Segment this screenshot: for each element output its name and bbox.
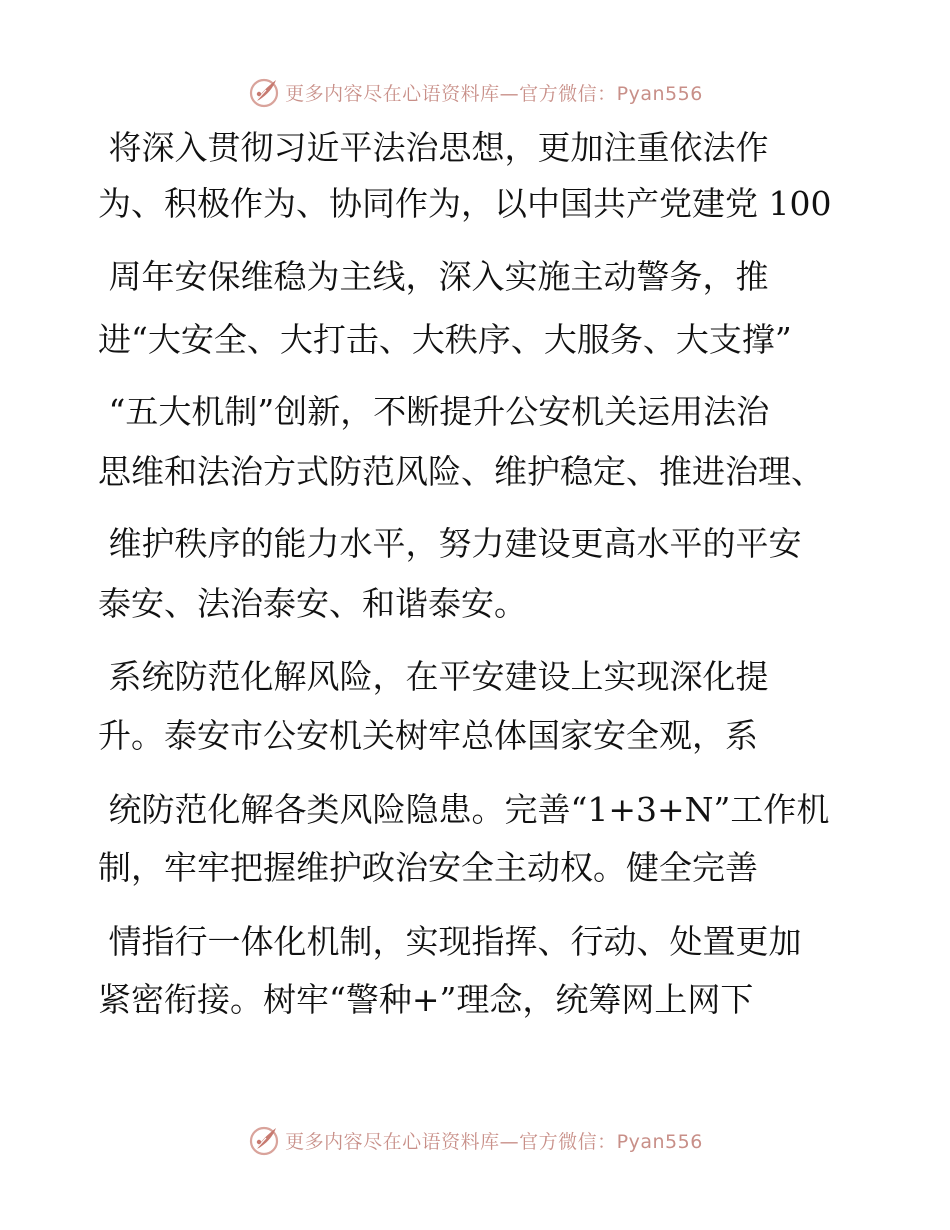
quill-logo-icon	[247, 1123, 281, 1157]
text-line-6: 思维和法治方式防范风险、维护稳定、推进治理、	[98, 452, 824, 491]
text-line-10: 升。泰安市公安机关树牢总体国家安全观，系	[98, 716, 758, 755]
text-line-8: 泰安、法治泰安、和谐泰安。	[98, 584, 527, 623]
quill-logo-icon	[247, 75, 281, 109]
watermark-text: 更多内容尽在心语资料库—官方微信：Pyan556	[285, 82, 703, 105]
text-line-2: 为、积极作为、协同作为，以中国共产党建党 100	[98, 184, 832, 223]
text-line-9: 系统防范化解风险，在平安建设上实现深化提	[98, 657, 769, 696]
text-line-7: 维护秩序的能力水平，努力建设更高水平的平安	[98, 524, 802, 563]
watermark-text: 更多内容尽在心语资料库—官方微信：Pyan556	[285, 1130, 703, 1153]
text-line-12: 制，牢牢把握维护政治安全主动权。健全完善	[98, 848, 758, 887]
text-line-13: 情指行一体化机制，实现指挥、行动、处置更加	[98, 922, 802, 961]
text-line-3: 周年安保维稳为主线，深入实施主动警务，推	[98, 257, 769, 296]
header-watermark	[0, 72, 950, 112]
footer-watermark	[0, 1120, 950, 1160]
text-line-1: 将深入贯彻习近平法治思想，更加注重依法作	[98, 128, 769, 167]
text-line-14: 紧密衔接。树牢“警种+”理念，统筹网上网下	[98, 980, 754, 1019]
text-line-4: 进“大安全、大打击、大秩序、大服务、大支撑”	[98, 320, 792, 359]
text-line-5: “五大机制”创新，不断提升公安机关运用法治	[98, 392, 770, 431]
text-line-11: 统防范化解各类风险隐患。完善“1+3+N”工作机	[98, 790, 830, 829]
